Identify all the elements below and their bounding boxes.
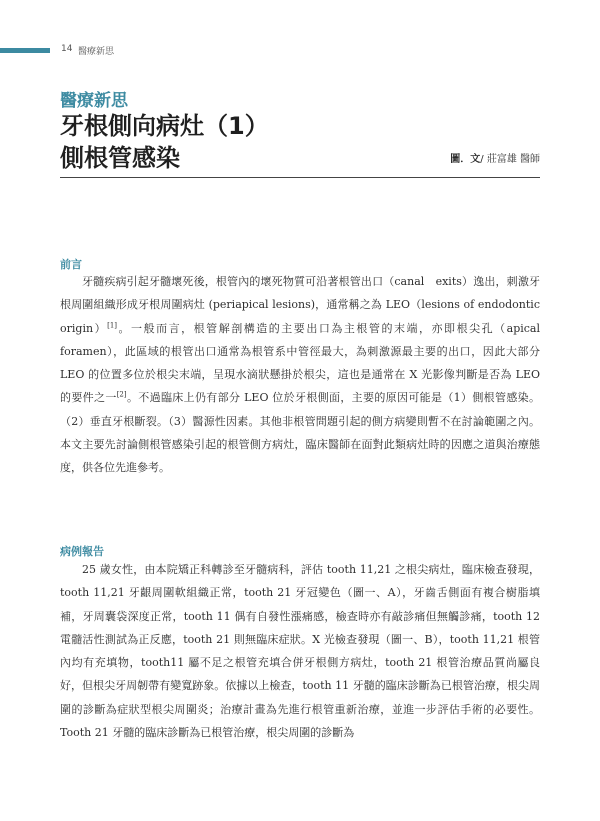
header-accent-bar: [0, 48, 50, 53]
citation-1: [1]: [107, 320, 118, 329]
introduction-paragraph: [60, 270, 540, 480]
title-line-2: 側根管感染: [60, 144, 180, 172]
section-heading-introduction: 前言: [60, 258, 82, 271]
page-number: 14: [61, 44, 73, 54]
title-divider: [60, 177, 540, 178]
title-line-1: 牙根側向病灶（1）: [60, 112, 269, 140]
citation-2: [2]: [116, 390, 127, 399]
section-heading-case-report: 病例報告: [60, 545, 104, 558]
intro-text-part-2: 。一般而言，根管解剖構造的主要出口為主根管的末端，亦即根尖孔（apical foramen），此區域的根管出口通常為根管系中管徑最大，為刺激源最主要的出口，因此大部分 LEO 的位置多位於根尖末端，呈現水滴狀懸掛於根尖，這也是通常在 X 光影像判斷是否為 LEO 的要件之一: [60, 321, 541, 405]
case-report-paragraph: 25 歲女性，由本院矯正科轉診至牙髓病科，評估 tooth 11,21 之根尖病灶，臨床檢查發現，tooth 11,21 牙齦周圍軟組織正常，tooth 21 牙冠變色（圖一、A），牙齒舌側面有複合樹脂填補，牙周囊袋深度正常，tooth 11 偶有自發性漲痛感，檢查時亦有敲診痛但無觸診痛，tooth 12 電髓活性測試為正反應，tooth 21 則無臨床症狀。X 光檢查發現（圖一、B），tooth 11,21 根管內均有充填物，tooth11 屬不足之根管充填合併牙根側方病灶，tooth 21 根管治療品質尚屬良好，但根尖牙周韌帶有變寬跡象。依據以上檢查，tooth 11 牙髓的臨床診斷為已根管治療，根尖周圍的診斷為症狀型根尖周圍炎；治療計畫為先進行根管重新治療，並進一步評估手術的必要性。Tooth 21 牙髓的臨床診斷為已根管治療，根尖周圍的診斷為: [60, 563, 540, 740]
byline-name: / 莊富雄 醫師: [480, 154, 540, 165]
intro-text-part-1: 牙髓疾病引起牙髓壞死後，根管內的壞死物質可沿著根管出口（canal exits）逸出，刺激牙根周圍組織形成牙根周圍病灶 (periapical lesions)，通常稱之為 LEO（lesions of endodontic origin）: [60, 275, 540, 335]
article-title: [60, 110, 269, 174]
byline-prefix: 圖．文: [450, 154, 481, 165]
section-kicker: 醫療新思: [60, 91, 128, 111]
page-header: [0, 44, 600, 58]
running-head: 醫療新思: [78, 47, 115, 57]
intro-text-part-3: 。不過臨床上仍有部分 LEO 位於牙根側面，主要的原因可能是（1）側根管感染。（2）垂直牙根斷裂。（3）醫源性因素。其他非根管問題引起的側方病變則暫不在討論範圍之內。本文主要先討論側根管感染引起的根管側方病灶，臨床醫師在面對此類病灶時的因應之道與治療態度，供各位先進參考。: [60, 391, 541, 475]
byline: [450, 150, 540, 165]
